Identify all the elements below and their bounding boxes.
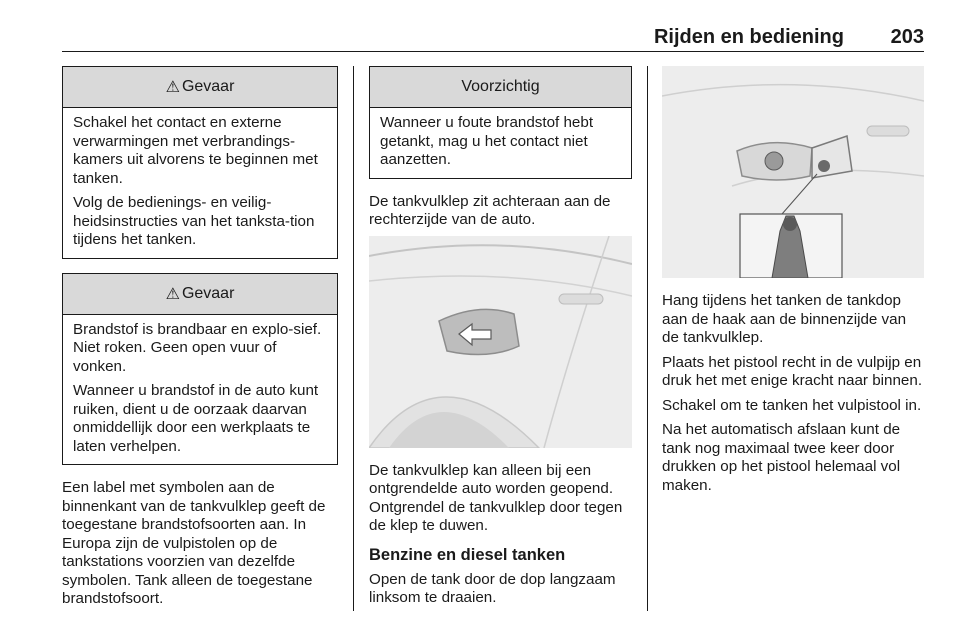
hang-cap-paragraph: Hang tijdens het tanken de tankdop aan de haak aan de binnenzijde van de tankvulklep. — [662, 292, 907, 346]
warning-triangle-icon: ⚠ — [165, 79, 180, 96]
column-3 — [662, 66, 924, 501]
warning-triangle-icon: ⚠ — [165, 285, 180, 303]
switch-nozzle-paragraph: Schakel om te tanken het vulpistool in. — [662, 396, 922, 414]
column-divider-left — [353, 66, 354, 611]
caution-box-heading: Voorzichtig — [461, 78, 540, 95]
page-header — [62, 26, 924, 48]
auto-shutoff-paragraph: Na het automatisch afslaan kunt de tank nog maximaal twee keer door drukken op het pistool helemaal vol maken. — [662, 421, 901, 494]
danger-box-1 — [62, 66, 338, 259]
header-title: Rijden en bediening — [653, 26, 844, 48]
danger-box-1-text-2: Volg de bedienings- en veilig-heidsinstructies van het tanksta-tion tijdens het tanken. — [73, 194, 315, 248]
column-1 — [62, 66, 338, 615]
header-rule — [62, 51, 924, 52]
flap-location-paragraph: De tankvulklep zit achteraan aan de rechterzijde van de auto. — [369, 192, 611, 228]
fuel-cap-illustration — [662, 66, 924, 278]
danger-box-1-text-1: Schakel het contact en externe verwarmingen met verbrandings-kamers uit alvorens te beginnen met tanken. — [73, 114, 318, 187]
caution-box-header — [370, 67, 631, 108]
insert-nozzle-paragraph: Plaats het pistool recht in de vulpijp en druk het met enige kracht naar binnen. — [662, 353, 923, 389]
caution-box-text: Wanneer u foute brandstof hebt getankt, mag u het contact niet aanzetten. — [380, 114, 594, 168]
caution-box — [369, 66, 632, 179]
danger-box-2-header — [63, 274, 337, 315]
flap-unlock-paragraph: De tankvulklep kan alleen bij een ontgrendelde auto worden geopend. Ontgrendel de tankvulklep door tegen de klep te duwen. — [369, 461, 623, 534]
page-number: 203 — [890, 26, 924, 48]
danger-box-1-heading: Gevaar — [181, 78, 235, 95]
column-divider-right — [647, 66, 648, 611]
column-2 — [369, 66, 632, 614]
danger-box-1-header — [63, 67, 337, 108]
danger-box-2 — [62, 273, 338, 466]
danger-box-2-text-1: Brandstof is brandbaar en explo-sief. Niet roken. Geen open vuur of vonken. — [73, 320, 322, 375]
open-cap-paragraph: Open de tank door de dop langzaam linksom te draaien. — [369, 570, 616, 606]
fuel-flap-illustration — [369, 236, 632, 448]
danger-box-2-heading: Gevaar — [181, 284, 235, 302]
section-subheading: Benzine en diesel tanken — [369, 545, 566, 564]
danger-box-2-text-2: Wanneer u brandstof in de auto kunt ruiken, dient u de oorzaak daarvan onmiddellijk door een werkplaats te laten verhelpen. — [73, 382, 319, 455]
fuel-label-paragraph: Een label met symbolen aan de binnenkant van de tankvulklep geeft de toegestane brandstofsoorten aan. In Europa zijn de vulpistolen op de tankstations voorzien van dezelfde symbolen. Tank alleen de toegestane brandstofsoort. — [62, 479, 326, 607]
